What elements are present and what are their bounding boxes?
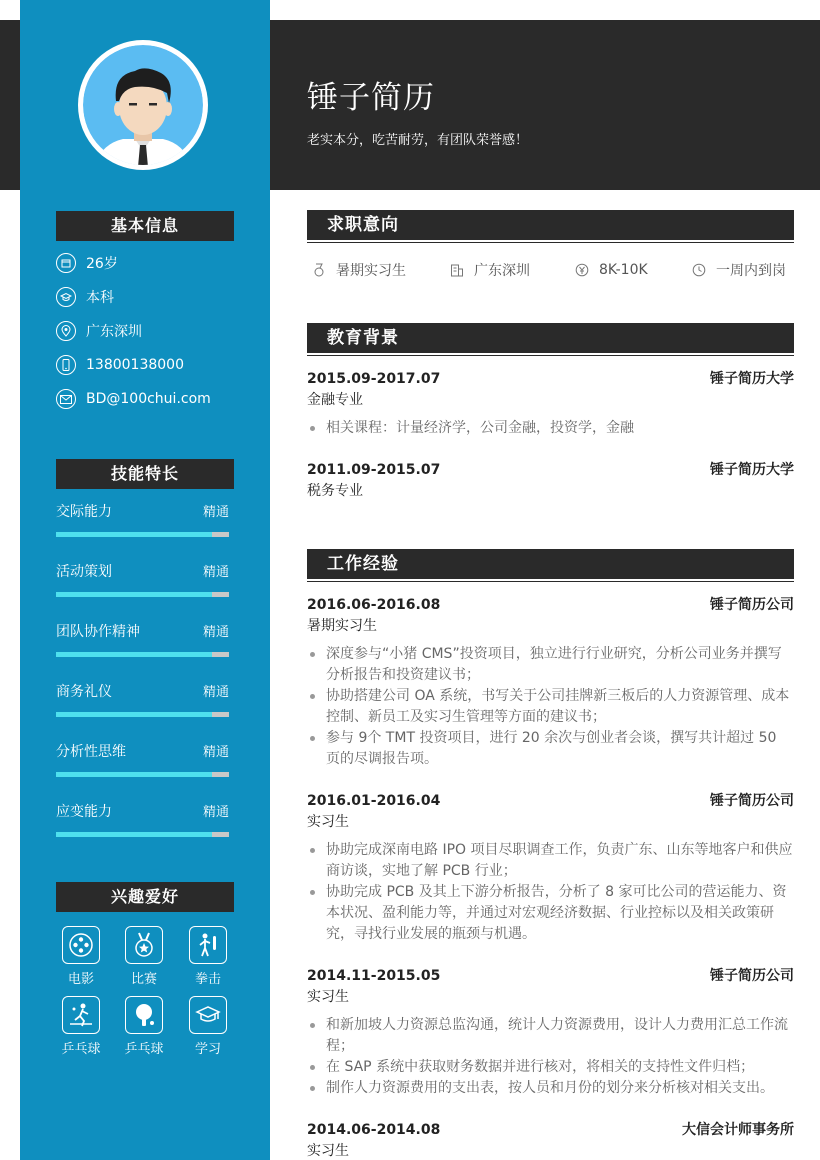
hobbies-heading: 兴趣爱好 [56,882,234,912]
mail-icon [56,389,76,409]
education-entry [307,460,794,502]
entry-bullets [307,644,794,770]
entry-date: 2014.06-2014.08 [307,1122,441,1138]
skill-name: 商务礼仪 [56,684,112,700]
bullet-item: 协助完成深南电路 IPO 项目尽职调查工作，负责广东、山东等地客户和供应商访谈，实地了解 PCB 行业； [307,840,794,882]
skill-bar [56,832,229,837]
skill-level: 精通 [202,505,229,520]
entry-bullets [307,1015,794,1099]
entry-subtitle: 实习生 [307,814,349,830]
skill-item [56,741,229,777]
medal-icon [125,926,163,964]
info-location-text: 广东深圳 [86,324,142,340]
ping-pong-paddle-icon [125,996,163,1034]
entry-subtitle: 金融专业 [307,392,363,408]
boxing-icon [189,926,227,964]
hobby-item [61,996,101,1057]
entry-org: 锤子简历大学 [710,371,794,387]
entry-date: 2011.09-2015.07 [307,462,441,478]
skill-level: 精通 [202,805,229,820]
skill-level: 精通 [202,685,229,700]
table-tennis-player-icon [62,996,100,1034]
hobby-label: 乒乓球 [124,1042,164,1057]
mortarboard-icon [189,996,227,1034]
education-heading: 教育背景 [307,323,794,353]
building-icon [450,263,464,277]
hobby-label: 学习 [194,1042,221,1057]
bullet-item: 和新加坡人力资源总监沟通，统计人力资源费用，设计人力费用汇总工作流程； [307,1015,794,1057]
skill-item [56,561,229,597]
work-heading: 工作经验 [307,549,794,579]
entry-subtitle: 暑期实习生 [307,618,377,634]
skill-item [56,801,229,837]
bullet-item: 相关课程：计量经济学，公司金融，投资学，金融 [307,418,794,439]
skill-name: 活动策划 [56,564,112,580]
skill-item [56,681,229,717]
info-location [56,320,142,342]
info-degree [56,286,114,308]
hobby-item [188,926,228,987]
hobby-label: 乒乓球 [61,1042,101,1057]
entry-bullets [307,418,794,439]
info-phone [56,354,184,376]
entry-org: 锤子简历大学 [710,462,794,478]
yen-icon [575,263,589,277]
skill-bar-fill [56,772,212,777]
bullet-item: 深度参与“小猪 CMS”投资项目，独立进行行业研究，分析公司业务并撰写分析报告和投资建议书； [307,644,794,686]
entry-org: 大信会计师事务所 [682,1122,794,1138]
bullet-item: 协助搭建公司 OA 系统，书写关于公司挂牌新三板后的人力资源管理、成本控制、新员工及实习生管理等方面的建议书； [307,686,794,728]
info-age [56,252,118,274]
resume-motto: 老实本分，吃苦耐劳，有团队荣誉感！ [307,133,529,148]
intent-position-text: 暑期实习生 [336,263,406,279]
info-email [56,388,211,410]
bullet-item: 制作人力资源费用的支出表，按人员和月份的划分来分析核对相关支出。 [307,1078,794,1099]
work-entry [307,966,794,1099]
info-age-text: 26岁 [86,256,118,272]
skill-bar-fill [56,832,212,837]
entry-subtitle: 实习生 [307,989,349,1005]
intent-availability-text: 一周内到岗 [716,263,786,279]
skill-name: 团队协作精神 [56,624,140,640]
skill-bar-fill [56,652,212,657]
bullet-item: 协助完成 PCB 及其上下游分析报告，分析了 8 家可比公司的营运能力、资本状况、盈利能力等，并通过对宏观经济数据、行业控标以及相关政策研究，寻找行业发展的瓶颈与机遇。 [307,882,794,945]
hobby-item [188,996,228,1057]
basic-info-heading: 基本信息 [56,211,234,241]
bullet-item: 在 SAP 系统中获取财务数据并进行核对，将相关的支持性文件归档； [307,1057,794,1078]
entry-date: 2016.06-2016.08 [307,597,441,613]
info-degree-text: 本科 [86,290,114,306]
entry-date: 2016.01-2016.04 [307,793,441,809]
location-pin-icon [56,321,76,341]
intent-salary [575,260,648,280]
intent-city [450,260,530,280]
skill-name: 应变能力 [56,804,112,820]
hobby-item [61,926,101,987]
phone-icon [56,355,76,375]
entry-bullets [307,840,794,945]
work-entry [307,791,794,945]
badge-icon [312,263,326,277]
clock-icon [692,263,706,277]
sidebar [20,0,270,1160]
education-entry [307,369,794,439]
film-reel-icon [62,926,100,964]
calendar-icon [56,253,76,273]
work-entry [307,595,794,770]
skill-level: 精通 [202,625,229,640]
bullet-item: 参与 9个 TMT 投资项目，进行 20 余次与创业者会谈，撰写共计超过 50 页的尽调报告项。 [307,728,794,770]
work-entry [307,1120,794,1160]
skill-name: 分析性思维 [56,744,126,760]
resume-title: 锤子简历 [307,80,435,116]
skill-bar-fill [56,712,212,717]
entry-date: 2015.09-2017.07 [307,371,441,387]
hobby-label: 比赛 [130,972,157,987]
avatar-man-icon [83,45,203,165]
hobby-item [124,926,164,987]
skill-bar [56,592,229,597]
skill-level: 精通 [202,565,229,580]
entry-org: 锤子简历公司 [710,793,794,809]
intent-position [312,260,406,280]
info-email-text: BD@100chui.com [86,391,211,407]
skill-bar [56,652,229,657]
intent-salary-text: 8K-10K [599,262,648,278]
skill-bar [56,712,229,717]
hobby-label: 拳击 [194,972,221,987]
job-intent-heading: 求职意向 [307,210,794,240]
skill-bar-fill [56,532,212,537]
entry-date: 2014.11-2015.05 [307,968,441,984]
hobby-label: 电影 [67,972,94,987]
entry-subtitle: 税务专业 [307,483,363,499]
skill-item [56,621,229,657]
graduation-cap-icon [56,287,76,307]
entry-org: 锤子简历公司 [710,968,794,984]
skill-bar [56,532,229,537]
avatar [78,40,208,170]
skill-bar-fill [56,592,212,597]
info-phone-text: 13800138000 [86,357,184,373]
hobby-item [124,996,164,1057]
entry-org: 锤子简历公司 [710,597,794,613]
skill-level: 精通 [202,745,229,760]
intent-availability [692,260,786,280]
skills-heading: 技能特长 [56,459,234,489]
skill-item [56,501,229,537]
skill-name: 交际能力 [56,504,112,520]
intent-city-text: 广东深圳 [474,263,530,279]
entry-subtitle: 实习生 [307,1143,349,1159]
skill-bar [56,772,229,777]
